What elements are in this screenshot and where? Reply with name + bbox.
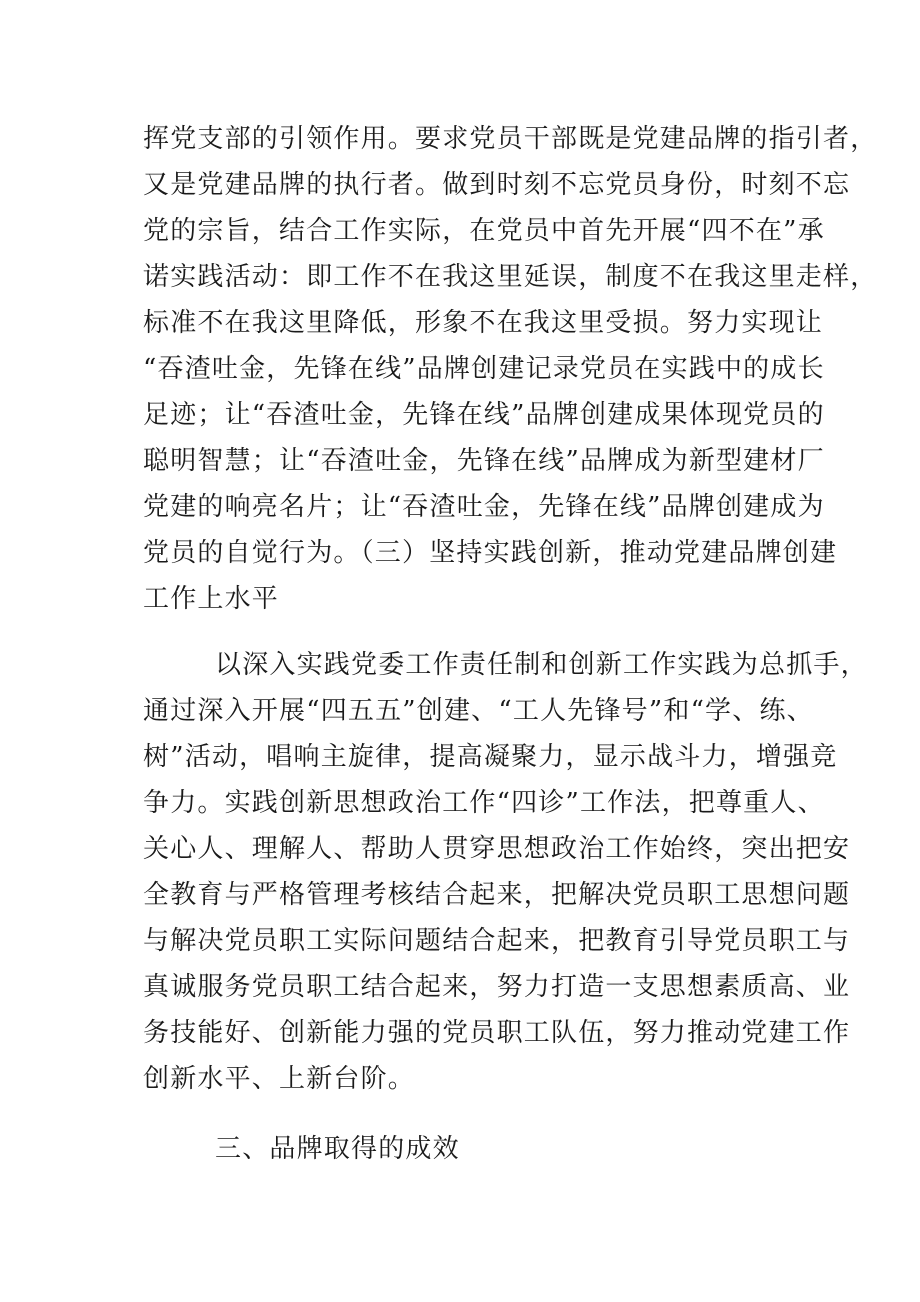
paragraph-2-line-8: 真诚服务党员职工结合起来，努力打造一支思想素质高、业 (143, 972, 851, 1002)
paragraph-1-line-10: 党员的自觉行为。（三）坚持实践创新，推动党建品牌创建 (143, 538, 838, 568)
paragraph-1-line-6: “吞渣吐金，先锋在线”品牌创建记录党员在实践中的成长 (143, 354, 825, 384)
paragraph-1-line-1: 挥党支部的引领作用。要求党员干部既是党建品牌的指引者， (143, 124, 878, 154)
paragraph-1-line-7: 足迹；让“吞渣吐金，先锋在线”品牌创建成果体现党员的 (143, 400, 825, 430)
paragraph-2-line-6: 全教育与严格管理考核结合起来，把解决党员职工思想问题 (143, 880, 851, 910)
paragraph-2-line-5: 关心人、理解人、帮助人贯穿思想政治工作始终，突出把安 (143, 834, 851, 864)
paragraph-2-line-9: 务技能好、创新能力强的党员职工队伍，努力推动党建工作 (143, 1018, 851, 1048)
paragraph-2-line-4: 争力。实践创新思想政治工作“四诊”工作法，把尊重人、 (143, 788, 825, 818)
section-heading: 三、品牌取得的成效 (215, 1134, 460, 1164)
paragraph-2-line-3: 树”活动，唱响主旋律，提高凝聚力，显示战斗力，增强竞 (143, 742, 838, 772)
paragraph-2-line-1: 以深入实践党委工作责任制和创新工作实践为总抓手， (215, 650, 868, 680)
paragraph-1-line-9: 党建的响亮名片；让“吞渣吐金，先锋在线”品牌创建成为 (143, 492, 825, 522)
paragraph-2-line-2: 通过深入开展“四五五”创建、“工人先锋号”和“学、练、 (143, 696, 814, 726)
paragraph-1-line-5: 标准不在我这里降低，形象不在我这里受损。努力实现让 (143, 308, 824, 338)
paragraph-1-line-8: 聪明智慧；让“吞渣吐金，先锋在线”品牌成为新型建材厂 (143, 446, 825, 476)
paragraph-1-line-4: 诺实践活动：即工作不在我这里延误，制度不在我这里走样， (143, 262, 878, 292)
paragraph-1-line-11: 工作上水平 (143, 584, 280, 614)
paragraph-2-line-7: 与解决党员职工实际问题结合起来，把教育引导党员职工与 (143, 926, 851, 956)
paragraph-2-line-10: 创新水平、上新台阶。 (143, 1064, 416, 1094)
paragraph-1-line-2: 又是党建品牌的执行者。做到时刻不忘党员身份，时刻不忘 (143, 170, 851, 200)
paragraph-1-line-3: 党的宗旨，结合工作实际，在党员中首先开展“四不在”承 (143, 216, 825, 246)
